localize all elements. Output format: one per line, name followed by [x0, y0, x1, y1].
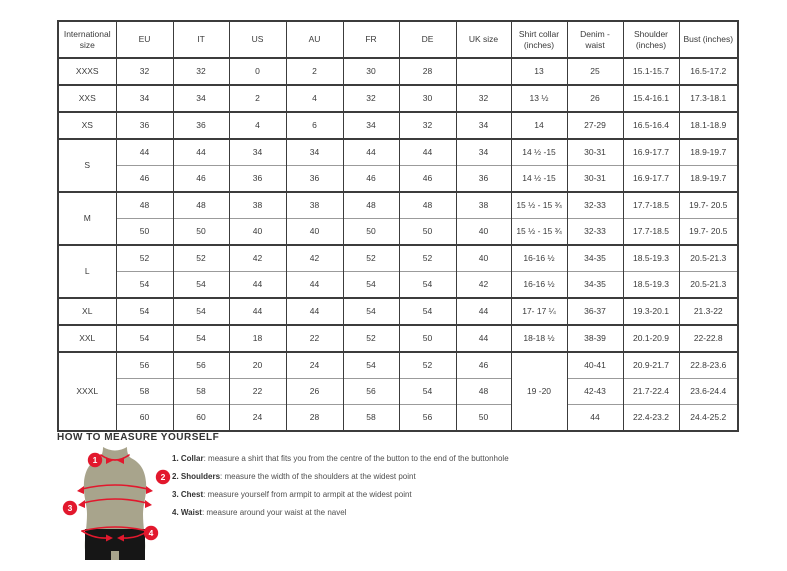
table-cell: 54	[173, 272, 229, 299]
table-cell: 42	[229, 245, 286, 272]
table-cell: 27-29	[567, 112, 623, 139]
table-cell: 26	[286, 379, 343, 405]
table-cell: 54	[116, 298, 173, 325]
table-cell: 13 ½	[511, 85, 567, 112]
table-cell: 32-33	[567, 192, 623, 219]
table-cell: 60	[116, 405, 173, 432]
table-cell: 13	[511, 58, 567, 85]
instruction-item	[172, 504, 509, 522]
table-cell: 18.5-19.3	[623, 272, 679, 299]
table-cell: 17- 17 ¼	[511, 298, 567, 325]
table-cell: 38	[229, 192, 286, 219]
table-cell: 44	[116, 139, 173, 166]
table-cell: 50	[173, 219, 229, 246]
table-cell: 18-18 ½	[511, 325, 567, 352]
table-cell: 40	[456, 219, 511, 246]
table-cell: 24	[229, 405, 286, 432]
instruction-text: : measure a shirt that fits you from the centre of the button to the end of the buttonhole	[203, 454, 509, 463]
table-cell: 16.5-17.2	[679, 58, 738, 85]
table-cell: 21.7-22.4	[623, 379, 679, 405]
table-cell: 56	[173, 352, 229, 379]
table-cell: 14 ½ -15	[511, 166, 567, 193]
table-cell: 21.3-22	[679, 298, 738, 325]
table-cell: 54	[343, 352, 399, 379]
table-cell: 36	[456, 166, 511, 193]
table-cell: 40	[229, 219, 286, 246]
table-cell: 34	[116, 85, 173, 112]
table-cell: 16-16 ½	[511, 245, 567, 272]
table-cell: 28	[286, 405, 343, 432]
table-cell: 54	[343, 272, 399, 299]
table-cell: 20.5-21.3	[679, 272, 738, 299]
table-cell: 44	[567, 405, 623, 432]
column-header: Denim - waist	[567, 21, 623, 58]
table-cell: 16.5-16.4	[623, 112, 679, 139]
table-cell: 48	[173, 192, 229, 219]
table-cell: 26	[567, 85, 623, 112]
table-cell: 32-33	[567, 219, 623, 246]
column-header: International size	[58, 21, 116, 58]
table-cell: 38-39	[567, 325, 623, 352]
column-header: IT	[173, 21, 229, 58]
table-cell: 34-35	[567, 272, 623, 299]
table-cell: 54	[116, 272, 173, 299]
column-header: UK size	[456, 21, 511, 58]
table-cell: 17.3-18.1	[679, 85, 738, 112]
svg-text:4: 4	[148, 528, 154, 538]
table-cell: 42	[286, 245, 343, 272]
size-label: M	[58, 192, 116, 245]
table-cell: 54	[173, 298, 229, 325]
table-row	[58, 192, 738, 219]
table-cell: 32	[116, 58, 173, 85]
size-label: XXS	[58, 85, 116, 112]
table-cell: 4	[286, 85, 343, 112]
table-cell: 54	[116, 325, 173, 352]
table-cell: 23.6-24.4	[679, 379, 738, 405]
table-cell: 36	[116, 112, 173, 139]
table-cell: 50	[399, 325, 456, 352]
table-cell: 22-22.8	[679, 325, 738, 352]
table-cell: 52	[116, 245, 173, 272]
table-cell: 36	[286, 166, 343, 193]
table-cell: 16-16 ½	[511, 272, 567, 299]
column-header: FR	[343, 21, 399, 58]
instruction-text: : measure the width of the shoulders at the widest point	[220, 472, 416, 481]
table-row	[58, 272, 738, 299]
instruction-item	[172, 450, 509, 468]
table-row	[58, 166, 738, 193]
table-cell: 18.9-19.7	[679, 166, 738, 193]
table-row	[58, 85, 738, 112]
table-cell: 34	[173, 85, 229, 112]
table-cell: 52	[343, 325, 399, 352]
table-cell: 2	[286, 58, 343, 85]
measure-badge-4	[144, 526, 158, 540]
table-cell: 46	[116, 166, 173, 193]
table-cell: 22	[286, 325, 343, 352]
table-cell: 34-35	[567, 245, 623, 272]
table-row	[58, 219, 738, 246]
table-cell: 34	[343, 112, 399, 139]
table-cell: 48	[343, 192, 399, 219]
table-cell: 44	[286, 272, 343, 299]
table-cell: 15 ½ - 15 ¾	[511, 192, 567, 219]
table-cell: 40	[456, 245, 511, 272]
table-cell: 19.7- 20.5	[679, 219, 738, 246]
table-cell: 52	[173, 245, 229, 272]
table-cell: 46	[343, 166, 399, 193]
table-row	[58, 352, 738, 379]
table-cell: 50	[456, 405, 511, 432]
size-label: XXL	[58, 325, 116, 352]
instruction-text: : measure yourself from armpit to armpit at the widest point	[203, 490, 412, 499]
table-cell: 17.7-18.5	[623, 192, 679, 219]
column-header: DE	[399, 21, 456, 58]
table-cell: 56	[343, 379, 399, 405]
mannequin-figure	[56, 444, 180, 566]
table-cell: 36-37	[567, 298, 623, 325]
table-cell: 58	[173, 379, 229, 405]
table-cell: 18.5-19.3	[623, 245, 679, 272]
table-cell	[456, 58, 511, 85]
size-label: XS	[58, 112, 116, 139]
table-cell: 54	[399, 272, 456, 299]
table-cell: 44	[456, 298, 511, 325]
table-cell: 50	[399, 219, 456, 246]
table-row	[58, 245, 738, 272]
measure-badge-3	[63, 501, 77, 515]
table-cell: 20	[229, 352, 286, 379]
table-cell: 36	[229, 166, 286, 193]
table-cell: 50	[343, 219, 399, 246]
table-cell: 40-41	[567, 352, 623, 379]
table-row	[58, 139, 738, 166]
table-row	[58, 405, 738, 432]
table-cell: 6	[286, 112, 343, 139]
table-cell: 38	[286, 192, 343, 219]
column-header: Shirt collar (inches)	[511, 21, 567, 58]
table-cell: 20.5-21.3	[679, 245, 738, 272]
table-row	[58, 325, 738, 352]
table-cell: 34	[229, 139, 286, 166]
column-header: EU	[116, 21, 173, 58]
instruction-term: 2. Shoulders	[172, 472, 221, 481]
table-cell: 38	[456, 192, 511, 219]
table-cell: 54	[173, 325, 229, 352]
table-cell: 44	[399, 139, 456, 166]
table-cell: 56	[116, 352, 173, 379]
size-label: XXXS	[58, 58, 116, 85]
instruction-term: 1. Collar	[172, 454, 204, 463]
table-cell: 19.3-20.1	[623, 298, 679, 325]
table-cell: 44	[343, 139, 399, 166]
table-cell-collar-merged: 19 -20	[511, 352, 567, 431]
table-cell: 14	[511, 112, 567, 139]
table-cell: 42	[456, 272, 511, 299]
table-cell: 32	[343, 85, 399, 112]
measure-instructions	[172, 450, 509, 522]
table-cell: 19.7- 20.5	[679, 192, 738, 219]
table-cell: 22	[229, 379, 286, 405]
table-cell: 52	[399, 245, 456, 272]
size-chart	[57, 20, 739, 432]
instruction-term: 3. Chest	[172, 490, 204, 499]
measure-section-title: HOW TO MEASURE YOURSELF	[57, 432, 220, 443]
table-cell: 22.8-23.6	[679, 352, 738, 379]
table-cell: 58	[116, 379, 173, 405]
table-cell: 42-43	[567, 379, 623, 405]
table-cell: 30	[343, 58, 399, 85]
table-cell: 34	[286, 139, 343, 166]
table-cell: 44	[173, 139, 229, 166]
table-row	[58, 298, 738, 325]
table-cell: 17.7-18.5	[623, 219, 679, 246]
table-cell: 58	[343, 405, 399, 432]
table-cell: 32	[173, 58, 229, 85]
column-header: Bust (inches)	[679, 21, 738, 58]
instruction-item	[172, 468, 509, 486]
table-cell: 44	[229, 298, 286, 325]
table-cell: 52	[343, 245, 399, 272]
table-cell: 46	[456, 352, 511, 379]
table-cell: 60	[173, 405, 229, 432]
table-cell: 54	[343, 298, 399, 325]
table-cell: 48	[399, 192, 456, 219]
table-cell: 40	[286, 219, 343, 246]
size-chart-table	[57, 20, 739, 432]
table-cell: 15.4-16.1	[623, 85, 679, 112]
table-cell: 34	[456, 112, 511, 139]
svg-text:2: 2	[160, 472, 166, 482]
svg-text:1: 1	[92, 455, 98, 465]
table-cell: 18.1-18.9	[679, 112, 738, 139]
table-cell: 46	[173, 166, 229, 193]
measure-badge-1	[88, 453, 102, 467]
size-label: L	[58, 245, 116, 298]
table-cell: 2	[229, 85, 286, 112]
table-cell: 15 ½ - 15 ¾	[511, 219, 567, 246]
table-cell: 44	[229, 272, 286, 299]
table-cell: 32	[399, 112, 456, 139]
table-cell: 56	[399, 405, 456, 432]
table-cell: 36	[173, 112, 229, 139]
table-cell: 20.1-20.9	[623, 325, 679, 352]
column-header: AU	[286, 21, 343, 58]
table-cell: 24.4-25.2	[679, 405, 738, 432]
measure-badge-2	[156, 470, 170, 484]
table-cell: 30	[399, 85, 456, 112]
table-cell: 16.9-17.7	[623, 139, 679, 166]
table-cell: 28	[399, 58, 456, 85]
table-cell: 50	[116, 219, 173, 246]
table-cell: 15.1-15.7	[623, 58, 679, 85]
table-cell: 22.4-23.2	[623, 405, 679, 432]
table-cell: 54	[399, 379, 456, 405]
table-cell: 44	[286, 298, 343, 325]
table-cell: 20.9-21.7	[623, 352, 679, 379]
table-cell: 4	[229, 112, 286, 139]
table-cell: 30-31	[567, 139, 623, 166]
table-cell: 0	[229, 58, 286, 85]
instruction-item	[172, 486, 509, 504]
table-cell: 46	[399, 166, 456, 193]
instruction-text: : measure around your waist at the navel	[201, 508, 347, 517]
table-cell: 24	[286, 352, 343, 379]
size-label: XL	[58, 298, 116, 325]
table-cell: 52	[399, 352, 456, 379]
instruction-term: 4. Waist	[172, 508, 202, 517]
table-row	[58, 58, 738, 85]
size-label: S	[58, 139, 116, 192]
table-cell: 44	[456, 325, 511, 352]
table-cell: 34	[456, 139, 511, 166]
svg-text:3: 3	[67, 503, 73, 513]
table-cell: 48	[456, 379, 511, 405]
table-row	[58, 379, 738, 405]
column-header: US	[229, 21, 286, 58]
table-cell: 32	[456, 85, 511, 112]
size-label: XXXL	[58, 352, 116, 431]
mannequin-illustration	[56, 444, 180, 566]
table-cell: 48	[116, 192, 173, 219]
column-header: Shoulder (inches)	[623, 21, 679, 58]
table-cell: 30-31	[567, 166, 623, 193]
table-cell: 16.9-17.7	[623, 166, 679, 193]
table-cell: 14 ½ -15	[511, 139, 567, 166]
table-row	[58, 112, 738, 139]
table-cell: 18.9-19.7	[679, 139, 738, 166]
table-cell: 18	[229, 325, 286, 352]
table-cell: 25	[567, 58, 623, 85]
table-cell: 54	[399, 298, 456, 325]
